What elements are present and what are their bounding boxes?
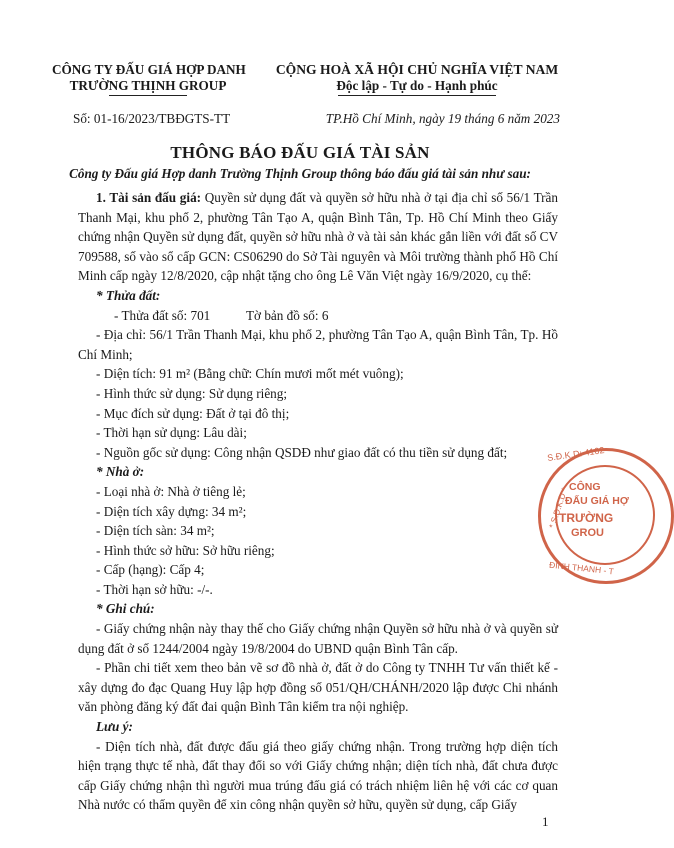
map-sheet: Tờ bản đồ số: 6: [246, 307, 329, 323]
stamp-line-4: GROU: [571, 527, 604, 539]
land-term: - Thời hạn sử dụng: Lâu dài;: [96, 425, 247, 441]
section1-paragraph: [78, 188, 558, 286]
house-grade: - Cấp (hạng): Cấp 4;: [96, 562, 205, 578]
stamp-ring-bottom: ĐÌNH THANH - T: [548, 559, 615, 577]
house-heading: * Nhà ở:: [96, 464, 145, 480]
parcel-number: - Thửa đất số: 701: [114, 307, 211, 323]
nation-motto: Độc lập - Tự do - Hạnh phúc: [336, 78, 498, 93]
land-heading: * Thửa đất:: [96, 287, 161, 303]
place-and-date: TP.Hồ Chí Minh, ngày 19 tháng 6 năm 2023: [325, 111, 560, 126]
page-number: 1: [542, 814, 549, 829]
land-parcel-row: [78, 306, 558, 326]
notes-paragraph-2: - Phần chi tiết xem theo bản vẽ sơ đồ nhà ở, đất ở do Công ty TNHH Tư vấn thiết kế - xây dựng đo đạc Quang Huy lập hợp đồng số 051/QH/CHÁNH/2020 lập được Chi nhánh văn phòng đăng ký đất đai quận Bình Tân kiểm tra nội nghiệp.: [78, 660, 558, 715]
company-name-line1: CÔNG TY ĐẤU GIÁ HỢP DANH: [52, 62, 246, 77]
intro-line: Công ty Đấu giá Hợp danh Trường Thịnh Group thông báo đấu giá tài sản như sau:: [69, 166, 531, 181]
stamp-line-1: CÔNG: [569, 481, 601, 493]
stamp-line-2: ĐẤU GIÁ HỢ: [565, 495, 629, 507]
stamp-line-3: TRƯỜNG: [559, 511, 614, 525]
document-number: Số: 01-16/2023/TBĐGTS-TT: [73, 111, 231, 126]
land-usage-form: - Hình thức sử dụng: Sử dụng riêng;: [96, 385, 288, 401]
notes-paragraph-1: - Giấy chứng nhận này thay thế cho Giấy chứng nhận Quyền sở hữu nhà ở và quyền sử dụng đất ở số 1244/2004 ngày 19/8/2004 do UBND quận Bình Tân cấp.: [78, 621, 558, 656]
nation-header: [262, 62, 572, 96]
house-type: - Loại nhà ở: Nhà ở tiêng lẻ;: [96, 483, 246, 499]
document-body: [78, 188, 558, 815]
stamp-ring-top: S.Đ.K.D: 4102: [546, 445, 605, 463]
company-name-line2: TRƯỜNG THỊNH GROUP: [69, 78, 227, 93]
caution-heading: Lưu ý:: [96, 719, 133, 735]
motto-underline: [338, 95, 496, 96]
house-term: - Thời hạn sở hữu: -/-.: [96, 581, 213, 597]
document-title: THÔNG BÁO ĐẤU GIÁ TÀI SẢN: [170, 143, 430, 162]
land-address: - Địa chỉ: 56/1 Trần Thanh Mại, khu phố 2, phường Tân Tạo A, quận Bình Tân, Tp. Hồ Chí Minh;: [78, 327, 558, 362]
house-floor-area: - Diện tích sàn: 34 m²;: [96, 523, 215, 539]
company-header: [52, 62, 244, 96]
land-origin: - Nguồn gốc sử dụng: Công nhận QSDĐ như giao đất có thu tiền sử dụng đất;: [96, 444, 508, 460]
caution-paragraph-1: - Diện tích nhà, đất được đấu giá theo giấy chứng nhận. Trong trường hợp diện tích hiện trạng thực tế nhà, đất thay đổi so với Giấy chứng nhận; diện tích nhà, đất chưa được cấp Giấy chứng nhận thì người mua trúng đấu giá có trách nhiệm liên hệ với các cơ quan Nhà nước có thẩm quyền để xin công nhận quyền sở hữu, quyền sử dụng, cấp Giấy: [78, 738, 558, 813]
notes-heading: * Ghi chú:: [96, 601, 155, 617]
land-purpose: - Mục đích sử dụng: Đất ở tại đô thị;: [96, 405, 290, 421]
section1-heading: 1. Tài sản đấu giá:: [96, 190, 202, 205]
house-build-area: - Diện tích xây dựng: 34 m²;: [96, 503, 247, 519]
stamp-ring-left: * S.Đ.K.D *: [546, 486, 570, 530]
section1-text: Quyền sử dụng đất và quyền sở hữu nhà ở tại địa chỉ số 56/1 Trần Thanh Mại, khu phố 2, phường Tân Tạo A, quận Bình Tân, Tp. Hồ Chí Minh theo Giấy chứng nhận Quyền sử dụng đất, quyền sở hữu nhà ở và tài sản khác gắn liền với đất số CV 709588, số vào sổ cấp GCN: CS06290 do Sở Tài nguyên và Môi trường thành phố Hồ Chí Minh cấp ngày 12/8/2020, cập nhật tặng cho ông Lê Văn Việt ngày 16/9/2020, cụ thể:: [78, 190, 558, 284]
land-area: - Diện tích: 91 m² (Bằng chữ: Chín mươi mốt mét vuông);: [96, 366, 404, 382]
company-underline: [109, 95, 187, 96]
house-ownership: - Hình thức sở hữu: Sở hữu riêng;: [96, 542, 275, 558]
nation-name: CỘNG HOÀ XÃ HỘI CHỦ NGHĨA VIỆT NAM: [275, 62, 559, 77]
company-stamp: [538, 445, 674, 584]
